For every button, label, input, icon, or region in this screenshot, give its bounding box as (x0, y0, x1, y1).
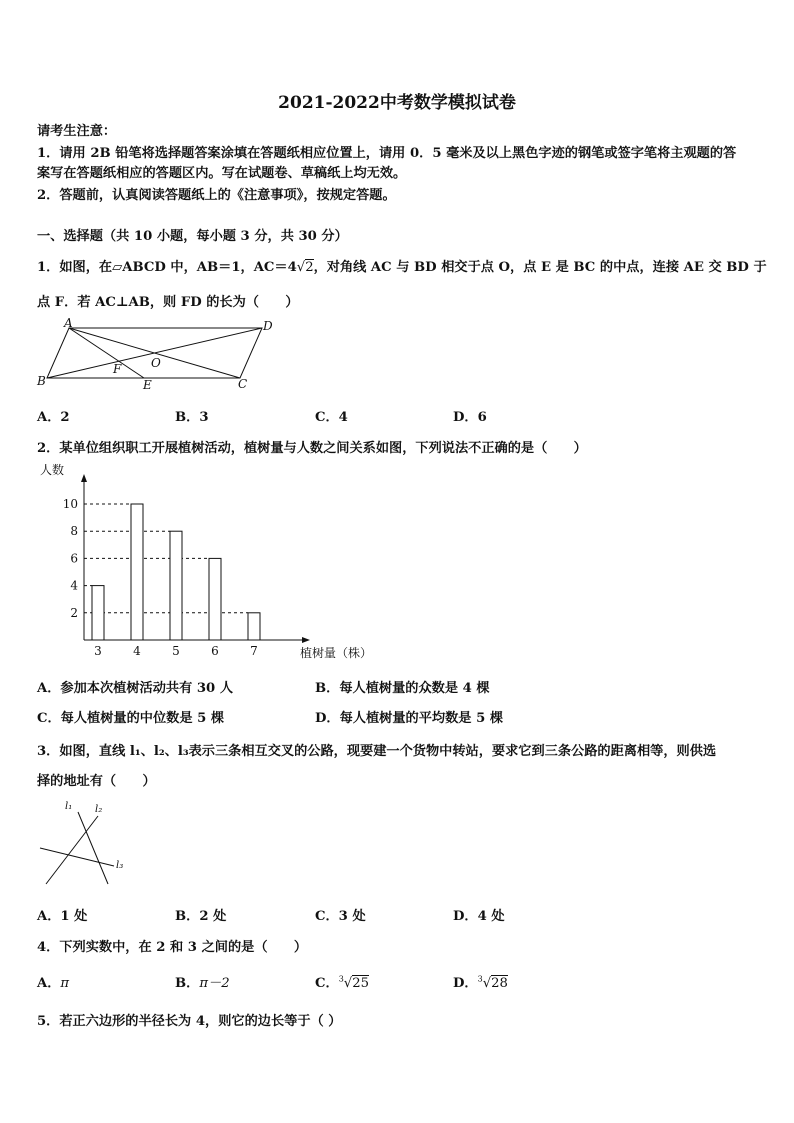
x-axis-label: 植树量（株） (300, 646, 373, 660)
bar-5 (170, 531, 182, 640)
sqrt-symbol: √ (296, 260, 306, 275)
q1-line-2: 点 F．若 AC⊥AB，则 FD 的长为（ ） (37, 295, 299, 310)
q1-option-d: D．6 (453, 410, 487, 425)
q4-option-d (453, 972, 508, 991)
label-f: F (113, 362, 122, 376)
q1-line1-post: ，对角线 AC 与 BD 相交于点 O，点 E 是 BC 的中点，连接 AE 交 BD 于 (313, 260, 767, 275)
q4-option-d-radicand: 28 (491, 976, 508, 991)
section-heading: 一、选择题（共 10 小题，每小题 3 分，共 30 分） (37, 229, 348, 244)
q4-option-c-radicand: 25 (352, 976, 369, 991)
q2-text: 2．某单位组织职工开展植树活动，植树量与人数之间关系如图，下列说法不正确的是（ ） (37, 441, 587, 456)
q4-option-a-label: A． (37, 976, 61, 991)
label-c: C (238, 377, 248, 391)
label-o: O (151, 356, 161, 370)
q3-option-c: C．3 处 (315, 909, 366, 924)
q1-line1-pre: 1．如图，在▱ABCD 中，AB＝1，AC＝4 (37, 260, 297, 275)
y-tick-label: 8 (70, 524, 78, 539)
q1-line-1 (37, 256, 767, 275)
label-l1: l₁ (65, 801, 73, 812)
page-title: 2021-2022中考数学模拟试卷 (278, 93, 516, 113)
q1-option-a: A．2 (37, 410, 70, 425)
label-e: E (143, 378, 152, 392)
x-tick-label: 7 (250, 644, 258, 658)
diagonal-bd (47, 328, 262, 378)
y-tick-label: 6 (70, 551, 78, 566)
y-axis-arrow (81, 474, 87, 482)
q4-option-c-root-index: 3 (338, 974, 344, 984)
x-tick-label: 6 (211, 644, 219, 658)
bar-6 (209, 558, 221, 640)
q4-option-a-expr: π (60, 976, 70, 991)
bar-3 (92, 586, 104, 640)
y-tick-label: 4 (70, 578, 78, 593)
q5-text: 5．若正六边形的半径长为 4，则它的边长等于（ ） (37, 1014, 342, 1029)
q3-line-1: 3．如图，直线 l₁、l₂、l₃表示三条相互交叉的公路，现要建一个货物中转站，要求它到三条公路的距离相等，则供选 (37, 744, 717, 759)
q3-option-a: A．1 处 (37, 909, 88, 924)
y-tick-label: 10 (62, 497, 78, 511)
q1-sqrt-radicand: 2 (305, 260, 314, 275)
cube-root-symbol: √ (482, 976, 492, 991)
notice-line-1b: 案写在答题纸相应的答题区内。写在试题卷、草稿纸上均无效。 (37, 166, 407, 181)
q2-option-d: D．每人植树量的平均数是 5 棵 (315, 711, 504, 726)
q3-line-2: 择的地址有（ ） (37, 774, 156, 789)
bar-4 (131, 504, 143, 640)
x-tick-label: 3 (94, 644, 102, 658)
x-tick-label: 5 (172, 644, 180, 658)
three-lines-figure (34, 796, 144, 892)
x-axis-arrow (302, 637, 310, 643)
q1-option-b: B．3 (175, 410, 209, 425)
label-d: D (263, 319, 273, 333)
parallelogram-figure (34, 316, 284, 392)
bar-chart (34, 458, 394, 668)
q4-option-b (175, 972, 230, 991)
line-l3 (40, 848, 114, 866)
q3-option-b: B．2 处 (175, 909, 227, 924)
x-tick-label: 4 (133, 644, 141, 658)
notice-line-1a: 1．请用 2B 铅笔将选择题答案涂填在答题纸相应位置上，请用 0．5 毫米及以上黑色字迹的钢笔或签字笔将主观题的答 (37, 146, 737, 161)
q1-option-c: C．4 (315, 410, 348, 425)
notice-line-2: 2．答题前，认真阅读答题纸上的《注意事项》，按规定答题。 (37, 188, 396, 203)
q3-option-d: D．4 处 (453, 909, 505, 924)
line-l2 (46, 816, 98, 884)
q4-option-b-expr: π－2 (199, 976, 230, 991)
cube-root-symbol: √ (343, 976, 353, 991)
label-a: A (64, 316, 73, 330)
q4-option-d-label: D． (453, 976, 478, 991)
q2-option-b: B．每人植树量的众数是 4 棵 (315, 681, 490, 696)
label-l3: l₃ (116, 860, 124, 871)
bar-7 (248, 613, 260, 640)
q4-option-a (37, 972, 69, 991)
label-l2: l₂ (95, 804, 103, 815)
y-axis-label: 人数 (40, 463, 65, 477)
q4-text: 4．下列实数中，在 2 和 3 之间的是（ ） (37, 940, 308, 955)
y-tick-label: 2 (70, 605, 78, 620)
label-b: B (37, 374, 46, 388)
q4-option-d-root-index: 3 (477, 974, 483, 984)
q2-option-c: C．每人植树量的中位数是 5 棵 (37, 711, 225, 726)
notice-heading: 请考生注意： (37, 124, 117, 139)
q4-option-b-label: B． (175, 976, 200, 991)
q2-option-a: A．参加本次植树活动共有 30 人 (37, 681, 234, 696)
q4-option-c (315, 972, 369, 991)
q4-option-c-label: C． (315, 976, 339, 991)
